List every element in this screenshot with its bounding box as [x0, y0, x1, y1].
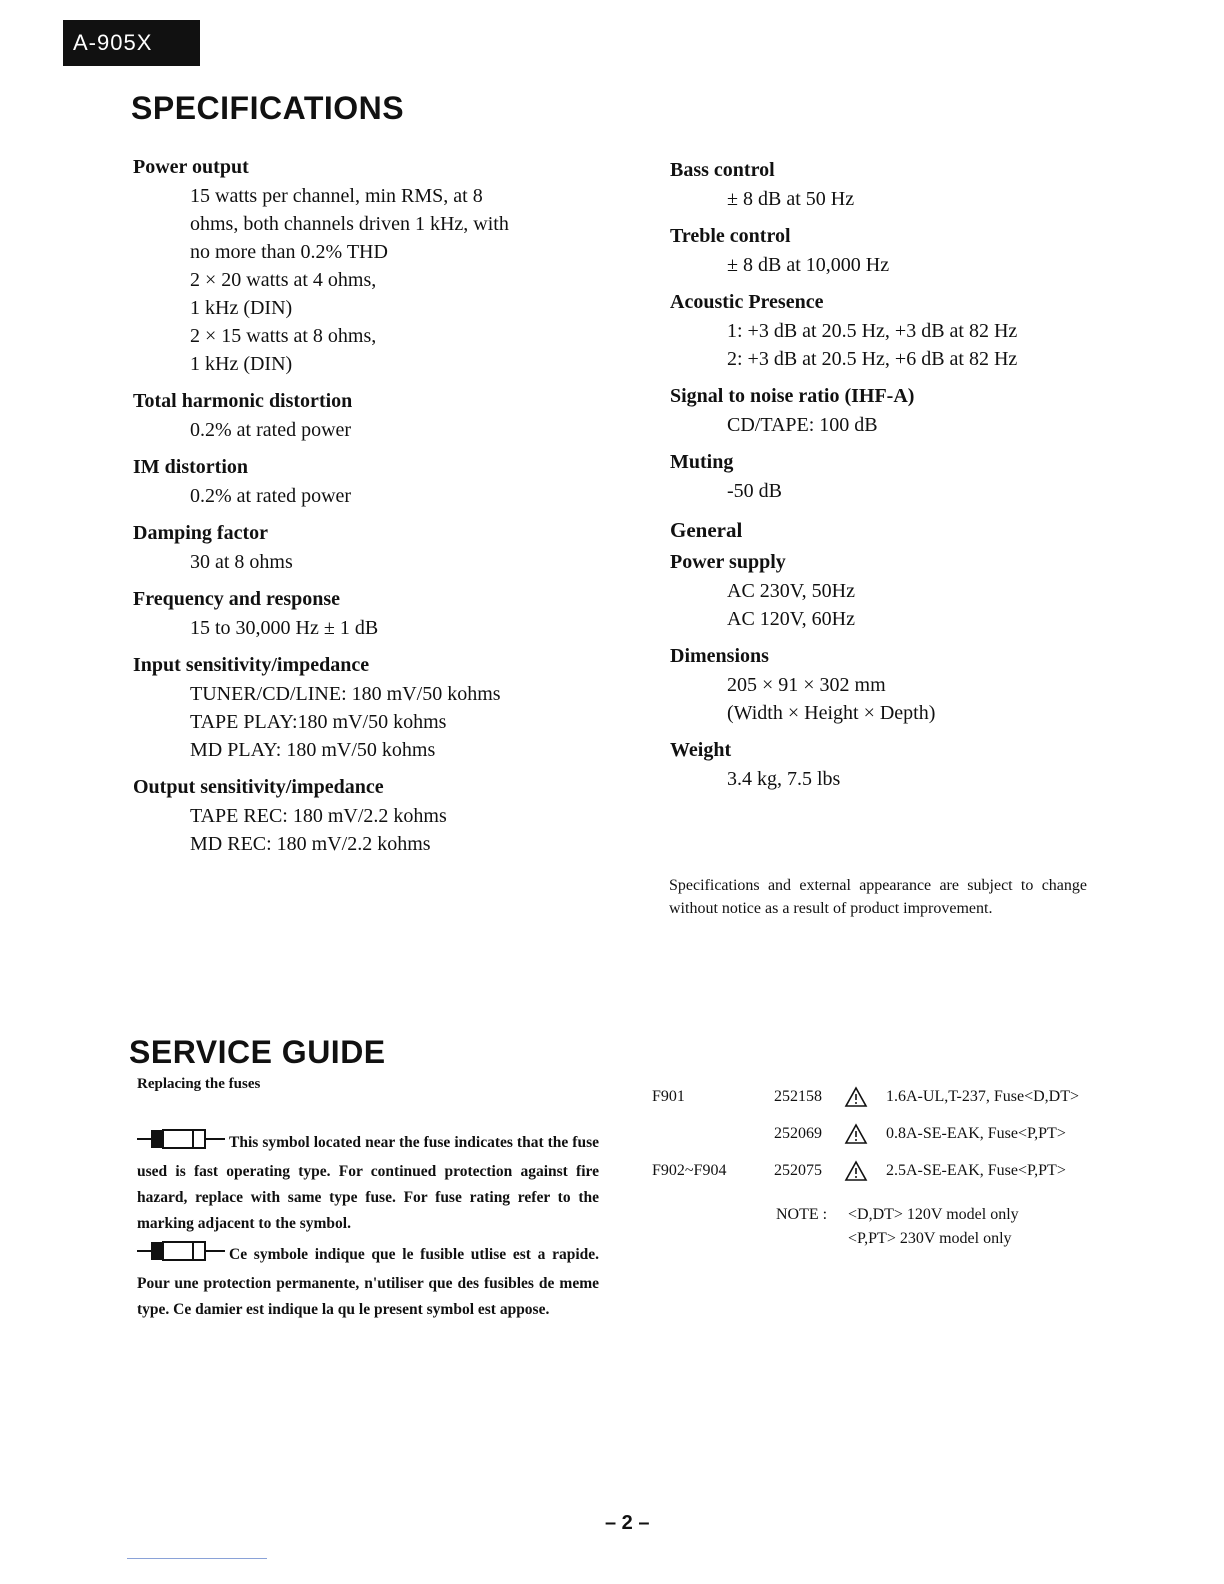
spec-value: 0.2% at rated power: [190, 485, 352, 507]
spec-value: 2 × 20 watts at 4 ohms,: [190, 269, 377, 291]
spec-value: TAPE PLAY:180 mV/50 kohms: [190, 711, 447, 733]
spec-title: Acoustic Presence: [670, 291, 824, 313]
spec-value: 1: +3 dB at 20.5 Hz, +3 dB at 82 Hz: [727, 320, 1018, 342]
warning-triangle-icon: [844, 1123, 868, 1150]
fuse-part-number: 252158: [774, 1088, 822, 1105]
specs-right-column: [670, 155, 1110, 801]
replacing-fuses-subtitle: Replacing the fuses: [137, 1076, 261, 1092]
spec-item: [670, 735, 1110, 793]
spec-value: TAPE REC: 180 mV/2.2 kohms: [190, 805, 447, 827]
spec-value: AC 120V, 60Hz: [727, 608, 855, 630]
spec-title: Signal to noise ratio (IHF-A): [670, 385, 915, 407]
fuse-text-en: This symbol located near the fuse indicates that the fuse used is fast operating type. For continued protection against fire hazard, replace with same type fuse. For fuse rating refer to the marking adjacent to the symbol.: [137, 1134, 599, 1232]
spec-item: [670, 381, 1110, 439]
spec-item: [133, 650, 563, 764]
spec-title: Power supply: [670, 551, 786, 573]
spec-value: 15 watts per channel, min RMS, at 8 ohms, both channels driven 1 kHz, with no more than 0.2% THD: [190, 185, 509, 263]
bottom-rule: [127, 1558, 267, 1559]
general-heading: General: [670, 518, 743, 542]
specifications-title: SPECIFICATIONS: [131, 90, 405, 126]
spec-value: CD/TAPE: 100 dB: [727, 414, 878, 436]
fuse-description: 0.8A-SE-EAK, Fuse<P,PT>: [886, 1125, 1066, 1142]
spec-value: ± 8 dB at 10,000 Hz: [727, 254, 890, 276]
spec-item: [670, 447, 1110, 505]
fast-fuse-symbol-icon: [137, 1240, 225, 1271]
spec-value: 30 at 8 ohms: [190, 551, 293, 573]
spec-item: [133, 518, 563, 576]
spec-title: Frequency and response: [133, 588, 341, 610]
spec-item: [670, 221, 1110, 279]
spec-title: Power output: [133, 156, 249, 178]
spec-item: [133, 584, 563, 642]
spec-item: [133, 772, 563, 858]
spec-title: Treble control: [670, 225, 791, 247]
fuse-symbol-text-en: [137, 1128, 599, 1237]
spec-title: IM distortion: [133, 456, 248, 478]
spec-value: 2 × 15 watts at 8 ohms,: [190, 325, 377, 347]
spec-title: Total harmonic distortion: [133, 390, 353, 412]
spec-value: (Width × Height × Depth): [727, 702, 936, 724]
spec-value: 3.4 kg, 7.5 lbs: [727, 768, 841, 790]
fuse-text-fr: Ce symbole indique que le fusible utlise est a rapide. Pour une protection permanente, n'utiliser que des fusibles de meme type. Ce damier est indique la qu le present symbol est appose.: [137, 1246, 599, 1318]
spec-title: Dimensions: [670, 645, 769, 667]
warning-triangle-icon: [844, 1160, 868, 1187]
spec-item: [133, 452, 563, 510]
spec-title: Output sensitivity/impedance: [133, 776, 384, 798]
spec-value: 205 × 91 × 302 mm: [727, 674, 886, 696]
page-number: – 2 –: [605, 1512, 650, 1534]
spec-value: 1 kHz (DIN): [190, 353, 293, 375]
spec-title: Weight: [670, 739, 732, 761]
service-guide-title: SERVICE GUIDE: [129, 1034, 386, 1070]
spec-value: AC 230V, 50Hz: [727, 580, 855, 602]
fuse-ref: F902~F904: [652, 1162, 727, 1179]
specs-note: Specifications and external appearance are subject to change without notice as a result of product improvement.: [669, 877, 1087, 917]
fuse-part-number: 252069: [774, 1125, 822, 1142]
warning-triangle-icon: [844, 1086, 868, 1113]
spec-value: MD PLAY: 180 mV/50 kohms: [190, 739, 436, 761]
spec-value: -50 dB: [727, 480, 782, 502]
spec-item: [133, 152, 563, 378]
spec-value: 2: +3 dB at 20.5 Hz, +6 dB at 82 Hz: [727, 348, 1018, 370]
fuse-note-line: <P,PT> 230V model only: [848, 1230, 1012, 1247]
fast-fuse-symbol-icon: [137, 1128, 225, 1159]
fuse-description: 2.5A-SE-EAK, Fuse<P,PT>: [886, 1162, 1066, 1179]
fuse-part-number: 252075: [774, 1162, 822, 1179]
spec-title: Muting: [670, 451, 734, 473]
spec-title: Damping factor: [133, 522, 268, 544]
model-badge: A-905X: [63, 20, 200, 66]
spec-value: MD REC: 180 mV/2.2 kohms: [190, 833, 431, 855]
fuse-note-label: NOTE :: [776, 1206, 828, 1223]
spec-value: TUNER/CD/LINE: 180 mV/50 kohms: [190, 683, 501, 705]
spec-item: [670, 155, 1110, 213]
spec-item: [670, 641, 1110, 727]
spec-title: Bass control: [670, 159, 775, 181]
spec-item: [133, 386, 563, 444]
spec-item: [670, 287, 1110, 373]
spec-value: 15 to 30,000 Hz ± 1 dB: [190, 617, 379, 639]
spec-title: Input sensitivity/impedance: [133, 654, 370, 676]
spec-value: ± 8 dB at 50 Hz: [727, 188, 855, 210]
spec-value: 0.2% at rated power: [190, 419, 352, 441]
fuse-note-line: <D,DT> 120V model only: [848, 1206, 1019, 1223]
specs-left-column: [133, 152, 563, 866]
fuse-symbol-text-fr: [137, 1240, 599, 1323]
fuse-description: 1.6A-UL,T-237, Fuse<D,DT>: [886, 1088, 1079, 1105]
spec-item: [670, 547, 1110, 633]
fuse-ref: F901: [652, 1088, 685, 1105]
spec-value: 1 kHz (DIN): [190, 297, 293, 319]
